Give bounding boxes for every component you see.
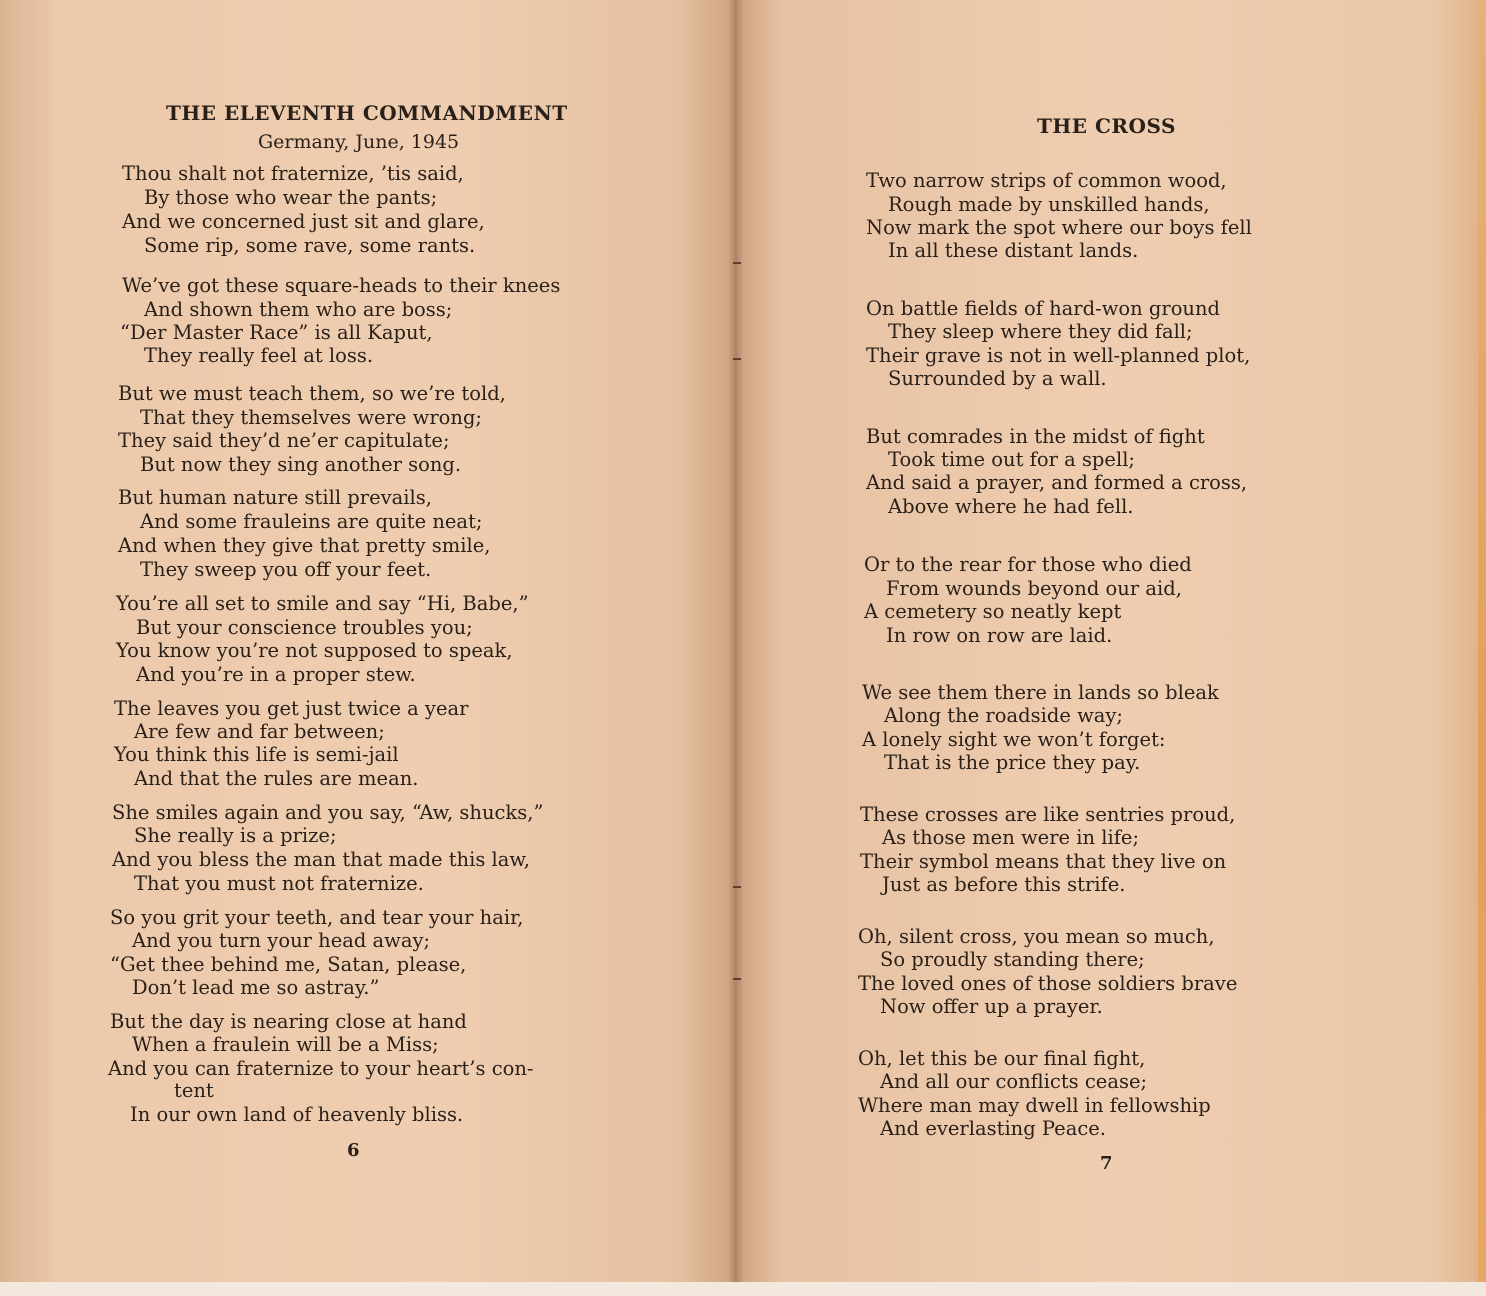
- poem-line: And you can fraternize to your heart’s con-: [108, 1057, 534, 1080]
- poem-line: We see them there in lands so bleak: [862, 681, 1219, 704]
- poem-line: And you’re in a proper stew.: [136, 663, 416, 686]
- poem-line: A lonely sight we won’t forget:: [862, 728, 1166, 751]
- poem-line: She really is a prize;: [134, 824, 337, 847]
- poem-line: We’ve got these square-heads to their knees: [122, 274, 561, 297]
- poem-line: You think this life is semi-jail: [114, 743, 399, 766]
- poem-line: They sweep you off your feet.: [140, 558, 432, 581]
- poem-line: That is the price they pay.: [884, 751, 1141, 774]
- poem-line: They really feel at loss.: [144, 344, 374, 367]
- poem-line: Their symbol means that they live on: [860, 850, 1227, 873]
- poem-line: But now they sing another song.: [140, 453, 462, 476]
- poem-line: By those who wear the pants;: [144, 186, 438, 209]
- poem-line: Oh, let this be our final fight,: [858, 1047, 1146, 1070]
- binding-stitch: [733, 262, 741, 264]
- poem-line: Just as before this strife.: [882, 873, 1126, 896]
- poem-line: So proudly standing there;: [880, 948, 1145, 971]
- poem-line: In our own land of heavenly bliss.: [130, 1103, 464, 1126]
- poem-line: Or to the rear for those who died: [864, 553, 1192, 576]
- poem-line: Oh, silent cross, you mean so much,: [858, 925, 1215, 948]
- poem-line: And you turn your head away;: [132, 929, 431, 952]
- scan-background: [0, 1282, 1486, 1296]
- poem-line: From wounds beyond our aid,: [886, 577, 1182, 600]
- poem-line: They said they’d ne’er capitulate;: [118, 429, 450, 452]
- poem-line: But we must teach them, so we’re told,: [118, 382, 506, 405]
- poem-line: Don’t lead me so astray.”: [132, 976, 380, 999]
- poem-line: And that the rules are mean.: [134, 767, 419, 790]
- binding-stitch: [733, 886, 741, 888]
- poem-line: The leaves you get just twice a year: [114, 697, 469, 720]
- poem-line: Two narrow strips of common wood,: [866, 169, 1227, 192]
- page-edge: [1478, 0, 1486, 1296]
- poem-line: But the day is nearing close at hand: [110, 1010, 467, 1033]
- poem-line: As those men were in life;: [882, 826, 1140, 849]
- poem-line: “Get thee behind me, Satan, please,: [110, 953, 467, 976]
- poem-line: That they themselves were wrong;: [140, 406, 483, 429]
- poem-title: THE ELEVENTH COMMANDMENT: [166, 101, 568, 125]
- poem-line: They sleep where they did fall;: [888, 320, 1193, 343]
- poem-line: She smiles again and you say, “Aw, shucks,”: [112, 801, 544, 824]
- book-gutter: [728, 0, 744, 1282]
- poem-line: tent: [174, 1079, 214, 1102]
- poem-line: Thou shalt not fraternize, ’tis said,: [122, 162, 464, 185]
- poem-line: Now offer up a prayer.: [880, 995, 1103, 1018]
- poem-line: Are few and far between;: [134, 720, 385, 743]
- poem-subtitle: Germany, June, 1945: [258, 131, 460, 153]
- poem-line: “Der Master Race” is all Kaput,: [120, 321, 433, 344]
- poem-line: That you must not fraternize.: [134, 872, 424, 895]
- poem-line: When a fraulein will be a Miss;: [132, 1033, 439, 1056]
- poem-line: Rough made by unskilled hands,: [888, 193, 1210, 216]
- page-number: 6: [347, 1140, 360, 1161]
- poem-line: Some rip, some rave, some rants.: [144, 234, 476, 257]
- poem-title: THE CROSS: [1037, 114, 1176, 138]
- poem-line: Now mark the spot where our boys fell: [866, 216, 1252, 239]
- poem-line: And said a prayer, and formed a cross,: [866, 471, 1248, 494]
- poem-line: So you grit your teeth, and tear your hair,: [110, 906, 524, 929]
- poem-line: A cemetery so neatly kept: [864, 600, 1122, 623]
- poem-line: And we concerned just sit and glare,: [122, 210, 485, 233]
- binding-stitch: [733, 358, 741, 360]
- poem-line: And all our conflicts cease;: [880, 1070, 1148, 1093]
- page-number: 7: [1100, 1153, 1113, 1174]
- poem-line: You’re all set to smile and say “Hi, Babe,”: [116, 592, 529, 615]
- poem-line: And you bless the man that made this law,: [112, 848, 530, 871]
- poem-line: Above where he had fell.: [888, 495, 1134, 518]
- binding-stitch: [733, 978, 741, 980]
- poem-line: But your conscience troubles you;: [136, 616, 473, 639]
- poem-line: On battle fields of hard-won ground: [866, 297, 1221, 320]
- poem-line: Where man may dwell in fellowship: [858, 1094, 1211, 1117]
- poem-line: Their grave is not in well-planned plot,: [866, 344, 1251, 367]
- poem-line: In row on row are laid.: [886, 624, 1113, 647]
- poem-line: And some frauleins are quite neat;: [140, 510, 483, 533]
- poem-line: But human nature still prevails,: [118, 486, 432, 509]
- poem-line: You know you’re not supposed to speak,: [116, 639, 513, 662]
- poem-line: But comrades in the midst of fight: [866, 425, 1205, 448]
- poem-line: And everlasting Peace.: [880, 1117, 1106, 1140]
- poem-line: Surrounded by a wall.: [888, 367, 1107, 390]
- poem-line: And when they give that pretty smile,: [118, 534, 491, 557]
- poem-line: The loved ones of those soldiers brave: [858, 972, 1238, 995]
- poem-line: These crosses are like sentries proud,: [860, 803, 1236, 826]
- poem-line: And shown them who are boss;: [144, 298, 453, 321]
- poem-line: Took time out for a spell;: [888, 448, 1135, 471]
- poem-line: Along the roadside way;: [884, 704, 1123, 727]
- poem-line: In all these distant lands.: [888, 239, 1139, 262]
